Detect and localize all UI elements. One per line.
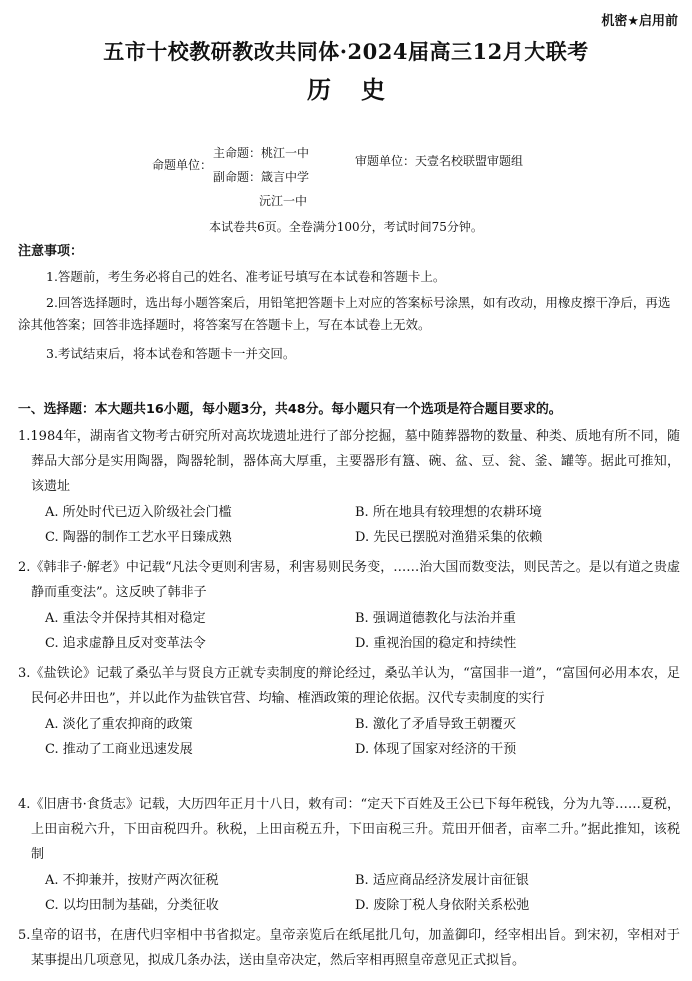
question-2 (18, 555, 680, 657)
question-options (18, 711, 680, 763)
option-c: C. 以均田制为基础，分类征收 (45, 898, 219, 913)
option-a: A. 不抑兼并，按财产两次征税 (45, 873, 219, 888)
option-b: B. 所在地具有较理想的农耕环境 (355, 505, 542, 520)
option-b: B. 强调道德教化与法治并重 (355, 611, 516, 626)
option-a: A. 重法令并保持其相对稳定 (45, 611, 206, 626)
notice-item: 3.考试结束后，将本试卷和答题卡一并交回。 (46, 346, 296, 361)
question-5 (18, 923, 680, 973)
units-label: 命题单位： (152, 158, 213, 172)
vice-unit: 副命题：箴言中学 (213, 170, 310, 184)
exam-units (0, 140, 692, 210)
question-3 (18, 661, 680, 763)
question-options (18, 867, 680, 919)
notice-title: 注意事项： (18, 244, 84, 259)
question-stem: 4.《旧唐书·食货志》记载，大历四年正月十八日，敕有司：“定天下百姓及王公已下每年税钱，分为九等……夏税，上田亩税六升，下田亩税四升。秋税，上田亩税五升，下田亩税三升。荒田开佃者，亩率二升。”据此推知，该税制 (18, 797, 680, 862)
question-stem: 3.《盐铁论》记载了桑弘羊与贤良方正就专卖制度的辩论经过，桑弘羊认为，“富国非一道”，“富国何必用本农，足民何必井田也”，并以此作为盐铁官营、均输、榷酒政策的理论依据。汉代专卖制度的实行 (18, 666, 680, 706)
option-d: D. 体现了国家对经济的干预 (355, 742, 517, 757)
option-b: B. 激化了矛盾导致王朝覆灭 (355, 717, 516, 732)
question-1 (18, 424, 680, 551)
notice-item: 2.回答选择题时，选出每小题答案后，用铅笔把答题卡上对应的答案标号涂黑，如有改动，用橡皮擦干净后，再选涂其他答案；回答非选择题时，将答案写在答题卡上，写在本试卷上无效。 (18, 295, 671, 332)
question-options (18, 605, 680, 657)
exam-info: 本试卷共6页。全卷满分100分，考试时间75分钟。 (209, 220, 483, 234)
notice-item: 1.答题前，考生务必将自己的姓名、准考证号填写在本试卷和答题卡上。 (46, 269, 446, 284)
exam-title: 五市十校教研教改共同体·2024届高三12月大联考 (103, 39, 589, 64)
option-c: C. 陶器的制作工艺水平日臻成熟 (45, 530, 232, 545)
review-unit: 审题单位：天壹名校联盟审题组 (355, 154, 524, 168)
question-stem: 5.皇帝的诏书，在唐代归宰相中书省拟定。皇帝亲览后在纸尾批几句，加盖御印，经宰相出旨。到宋初，宰相对于某事提出几项意见，拟成几条办法，送由皇帝决定，然后宰相再照皇帝意见正式拟旨。 (18, 928, 680, 968)
question-stem: 1.1984年，湖南省文物考古研究所对高坎垅遗址进行了部分挖掘，墓中随葬器物的数量、种类、质地有所不同，随葬品大部分是实用陶器，陶器轮制，器体高大厚重，主要器形有簋、碗、盆、豆、瓮、釜、罐等。据此可推知，该遗址 (18, 429, 680, 494)
option-d: D. 先民已摆脱对渔猎采集的依赖 (355, 530, 543, 545)
option-c: C. 推动了工商业迅速发展 (45, 742, 193, 757)
question-stem: 2.《韩非子·解老》中记载“凡法令更则利害易，利害易则民务变，……治大国而数变法，则民苦之。是以有道之贵虚静而重变法”。这反映了韩非子 (18, 560, 680, 600)
option-c: C. 追求虚静且反对变革法令 (45, 636, 206, 651)
question-4 (18, 792, 680, 919)
subject-title: 历史 (307, 75, 415, 104)
option-b: B. 适应商品经济发展计亩征银 (355, 873, 529, 888)
confidential-mark: 机密★启用前 (601, 14, 678, 29)
option-a: A. 所处时代已迈入阶级社会门槛 (45, 505, 232, 520)
option-d: D. 废除丁税人身依附关系松弛 (355, 898, 530, 913)
option-a: A. 淡化了重农抑商的政策 (45, 717, 193, 732)
chief-unit: 主命题：桃江一中 (213, 146, 310, 160)
question-options (18, 499, 680, 551)
section-title: 一、选择题：本大题共16小题，每小题3分，共48分。每小题只有一个选项是符合题目要求的。 (18, 402, 562, 417)
option-d: D. 重视治国的稳定和持续性 (355, 636, 517, 651)
vice-unit-2: 沅江一中 (259, 194, 308, 208)
